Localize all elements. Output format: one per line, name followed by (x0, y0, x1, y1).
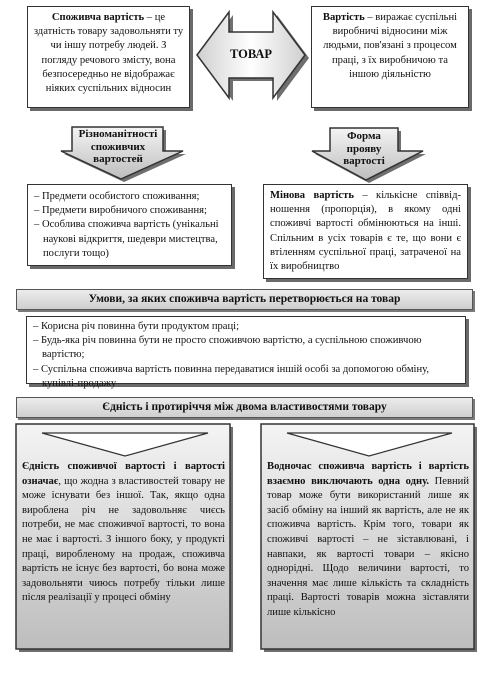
varieties-box (27, 184, 232, 266)
contradiction-text-block (267, 460, 469, 621)
unity-text: , що жодна з властивостей товару не може існувати без іншої. Так, якщо одна вироблена річ не задовольняє чиєсь потреби, не має споживчої вартості, то вона не має і вартості. З іншого боку, у продукті праці, виробленому на продаж, споживча вартість не існує без вартості, бо вона може задовольняти чиюсь потребу тільки лише після реалізації у процесі обміну (22, 475, 225, 604)
use-value-box (27, 6, 190, 108)
use-value-text: – це здатність товару задовольняти ту чи іншу потребу людей. З погляду речового змісту, вона безпосередньо не відображає ніяких суспільних відносин (33, 12, 184, 95)
list-item: – Суспільна споживча вартість повинна передаватися іншій особі за допомогою обміну, купівлі-продажу (33, 363, 430, 389)
unity-term: Єдність споживчої вартості і вартості означає (22, 461, 225, 487)
use-value-term: Споживча вартість (51, 12, 145, 23)
value-form-header: Форма прояву вартості (343, 130, 385, 167)
exchange-value-box (263, 184, 468, 279)
varieties-list (34, 190, 225, 261)
value-term: Вартість (322, 12, 365, 23)
unity-title: Єдність і протиріччя між двома властивостями товару (16, 397, 473, 418)
list-item: – Особлива споживча вартість (унікальні наукові відкриття, шедеври мистецтва, послуги тощо) (34, 219, 219, 259)
conditions-list (33, 320, 459, 391)
list-item: – Предмети виробничого споживання; (34, 205, 207, 217)
value-text: – виражає суспільні виробничі відносини між людьми, пов'язані з процесом праці, з їх виробничою та іншою діяльністю (323, 12, 458, 80)
contradiction-term: Водночас споживча вартість і вартість взаємно виключають одна одну. (267, 461, 469, 487)
conditions-box (26, 316, 466, 389)
contradiction-text: Певний товар може бути використаний лише як засіб обміну на інший як вартість, але не як споживча вартість. Крім того, товари як споживчі вартості – не зіставлювані, і навпаки, як вартості товари – якісно однорідні. Щодо величини вартості, то значення має лише кількість та складність праці. Вартості товарів можна зіставляти лише кількісно (267, 475, 469, 618)
list-item: – Корисна річ повинна бути продуктом праці; (33, 321, 240, 332)
exchange-value-term: Мінова вартість (270, 190, 354, 201)
varieties-header: Різноманітності споживчих вартостей (78, 128, 158, 165)
conditions-title: Умови, за яких споживча вартість перетворюється на товар (16, 289, 473, 310)
center-label: ТОВАР (229, 47, 273, 61)
exchange-value-text: – кількісне співвід-ношення (пропорція), в якому одні споживчі вартості обмінюються на інші. Спільним в усіх товарів є те, що вони є втіленням суспільної праці, затраченої на їх виробництво (270, 190, 462, 273)
unity-text-block (22, 460, 225, 606)
list-item: – Будь-яка річ повинна бути не просто споживчою вартістю, а суспільною споживчою вартістю; (33, 335, 422, 361)
value-box (311, 6, 469, 108)
list-item: – Предмети особистого споживання; (34, 191, 200, 202)
